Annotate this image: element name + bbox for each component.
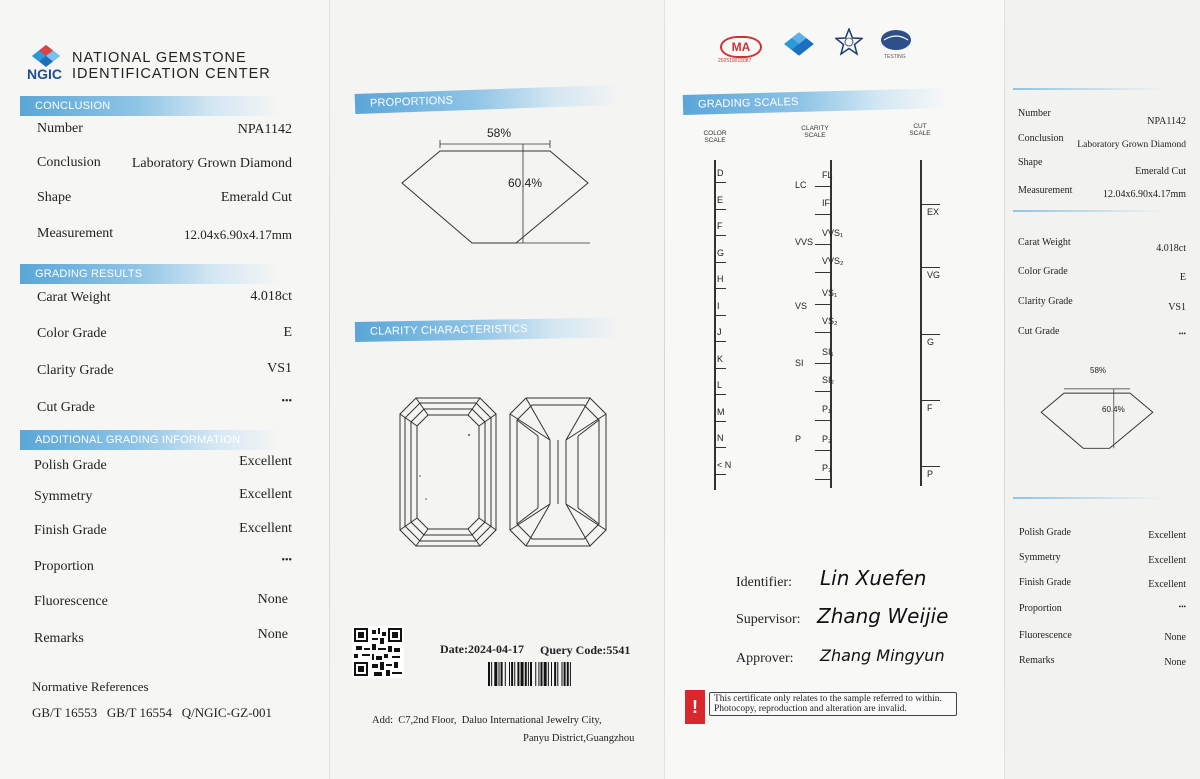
scale-tick [714,182,726,183]
barcode-bar [514,662,515,686]
scale-tick [714,288,726,289]
barcode-bar [509,662,510,686]
barcode-bar [494,662,497,686]
card-carat-label: Carat Weight [1018,237,1071,248]
barcode-bar [505,662,506,686]
card-conclusion-label: Conclusion [1018,133,1064,144]
barcode-bar [525,662,527,686]
color-scale-head: COLOR SCALE [703,130,727,144]
scale-tick [815,363,832,364]
panel-grading-scales [665,0,1005,779]
finish-label: Finish Grade [34,523,107,538]
color-grade-2: F [717,221,723,231]
normative-refs: GB/T 16553 GB/T 16554 Q/NGIC-GZ-001 [32,705,273,720]
cut-value: ••• [281,396,292,407]
barcode-bar [541,662,543,686]
normative-title: Normative References [32,679,149,694]
query-code: Query Code:5541 [540,643,631,657]
brand-abbr: NGIC [27,66,62,82]
card-proportion-diagram [1040,375,1160,455]
identifier-label: Identifier: [736,575,792,590]
color-grade-6: J [717,327,722,337]
scale-tick [714,421,726,422]
clarity-group-3: SI [795,358,804,368]
barcode-bar [548,662,549,686]
symmetry-value: Excellent [239,487,292,502]
clarity-grade-4: VS₁ [822,288,838,298]
polish-value: Excellent [239,454,292,469]
number-label: Number [37,121,83,136]
address-line2: Panyu District,Guangzhou [523,733,635,744]
clarity-grade-7: SI₂ [822,375,834,385]
panel-summary-card [1005,0,1200,779]
barcode-bar [551,662,552,686]
scale-tick [920,466,940,467]
table-percent: 58% [487,126,512,140]
card-carat-value: 4.018ct [1156,243,1186,254]
barcode-bar [501,662,503,686]
shape-label: Shape [37,190,72,205]
card-measurement-value: 12.04x6.90x4.17mm [1102,189,1186,200]
conclusion-label: Conclusion [37,155,101,170]
scale-tick [714,341,726,342]
measurement-label: Measurement [37,226,114,241]
carat-value: 4.018ct [250,289,292,304]
color-grade-10: N [717,433,724,443]
zjq-logo-icon [880,29,912,51]
scale-axis [714,160,716,490]
color-grade-7: K [717,353,724,364]
color-grade-8: L [717,380,723,390]
certificate-date: Date:2024-04-17 [440,642,524,656]
section-grading-scales: GRADING SCALES [683,88,948,115]
barcode-bar [530,662,532,686]
scale-tick [815,450,832,451]
clarity-grade-1: IF [822,198,830,208]
barcode-bar [499,662,500,686]
polish-label: Polish Grade [34,458,107,473]
clarity-scale-head: CLARITY SCALE [801,125,829,139]
clarity-label: Clarity Grade [37,363,114,378]
barcode-bar [488,662,490,686]
barcode-bar [554,662,556,686]
card-shape-label: Shape [1018,157,1043,168]
card-depth-percent: 60.4% [1102,405,1125,414]
card-conclusion-value: Laboratory Grown Diamond [1077,140,1186,150]
color-grade-1: E [717,194,724,205]
card-number-value: NPA1142 [1147,116,1186,127]
proportion-value: ••• [281,555,292,566]
scale-tick [714,368,726,369]
card-measurement-label: Measurement [1018,185,1073,196]
barcode-bar [544,662,547,686]
color-grade-5: I [717,300,720,311]
color-grade-9: M [717,406,725,417]
clarity-grade-5: VS₂ [822,316,838,326]
scale-tick [714,262,726,263]
clarity-grade-10: P₃ [822,463,832,473]
card-cut-label: Cut Grade [1018,326,1060,337]
barcode-icon [488,662,633,686]
supervisor-signature: Zhang Weijie [817,604,949,628]
scale-tick [714,209,726,210]
barcode-bar [564,662,566,686]
barcode-bar [521,662,524,686]
brand-line1: NATIONAL GEMSTONE [72,50,247,66]
divider [1013,88,1163,90]
identifier-signature: Lin Xuefen [820,566,927,590]
scale-tick [815,420,832,421]
barcode-bar [567,662,569,686]
scale-axis [920,160,922,486]
clarity-grade-2: VVS₁ [822,228,844,238]
barcode-bar [491,662,492,686]
color-value: E [283,325,292,340]
proportion-diagram [400,125,600,250]
scale-tick [920,267,940,268]
clarity-value: VS1 [267,361,292,376]
barcode-bar [538,662,539,686]
cut-grade-2: G [927,337,935,347]
cut-grade-4: P [927,469,934,479]
card-clarity-value: VS1 [1168,302,1186,313]
qr-code-icon[interactable] [352,626,404,678]
warning-icon: ! [685,690,705,724]
scale-tick [815,479,832,480]
cut-grade-0: EX [927,207,940,217]
cut-label: Cut Grade [37,400,95,415]
section-proportions: PROPORTIONS [355,85,621,114]
scale-tick [920,204,940,205]
remarks-label: Remarks [34,631,84,646]
cut-grade-3: F [927,403,933,413]
barcode-bar [517,662,519,686]
shape-value: Emerald Cut [220,190,292,205]
clarity-group-1: VVS [795,237,814,247]
card-clarity-label: Clarity Grade [1018,296,1073,307]
approver-signature: Zhang Mingyun [820,646,945,665]
section-grading-results: GRADING RESULTS [20,264,280,284]
panel-conclusion [0,0,330,779]
ngic-logo-icon [30,44,62,68]
cut-grade-1: VG [927,270,941,280]
card-symmetry-label: Symmetry [1019,552,1061,563]
address-line1: Add: C7,2nd Floor, Daluo International Jewelry City, [372,715,602,726]
divider [1013,497,1163,499]
card-fluorescence-value: None [1164,632,1186,643]
card-color-value: E [1179,272,1186,283]
section-additional: ADDITIONAL GRADING INFORMATION [20,430,280,450]
color-grade-0: D [717,168,724,178]
section-clarity-characteristics: CLARITY CHARACTERISTICS [355,317,620,342]
supervisor-label: Supervisor: [736,612,801,627]
cnas-logo-icon [782,30,816,58]
scale-tick [714,394,726,395]
card-shape-value: Emerald Cut [1135,166,1186,177]
depth-percent: 60.4% [508,176,543,190]
clarity-group-2: VS [795,301,808,311]
color-grade-11: < N [717,459,732,470]
proportion-label: Proportion [34,559,94,574]
clarity-grade-9: P₂ [822,434,832,444]
card-table-percent: 58% [1090,366,1107,375]
scale-tick [920,334,940,335]
scale-tick [714,315,726,316]
clarity-group-4: P [795,434,802,444]
color-label: Color Grade [37,326,107,341]
approver-label: Approver: [736,651,794,666]
clarity-grade-3: VVS₂ [822,256,844,266]
scale-tick [815,214,832,215]
barcode-bar [562,662,563,686]
clarity-group-0: LC [795,180,807,190]
scale-tick [815,391,832,392]
clarity-grade-0: FL [822,170,833,180]
measurement-value: 12.04x6.90x4.17mm [184,227,292,242]
scale-tick [714,474,726,475]
brand-line2: IDENTIFICATION CENTER [72,66,271,82]
scale-tick [714,235,726,236]
color-grade-3: G [717,247,725,258]
fluorescence-label: Fluorescence [34,594,108,609]
symmetry-label: Symmetry [34,489,93,504]
ma-logo-icon: MA [720,36,762,58]
scale-tick [815,244,832,245]
card-symmetry-value: Excellent [1148,555,1186,566]
color-grade-4: H [717,274,724,284]
card-number-label: Number [1018,108,1051,119]
card-proportion-label: Proportion [1019,603,1062,614]
barcode-bar [535,662,536,686]
card-finish-value: Excellent [1148,579,1186,590]
certificate-notice: This certificate only relates to the sample referred to within. Photocopy, reproduction and alteration are invalid. [709,692,957,716]
fluorescence-value: None [257,592,288,607]
scale-tick [815,186,832,187]
barcode-bar [528,662,529,686]
fja-star-icon [835,28,863,58]
conclusion-value: Laboratory Grown Diamond [131,156,292,171]
remarks-value: None [257,627,288,642]
ma-code: 202519015087 [718,58,752,64]
card-color-label: Color Grade [1018,266,1068,277]
clarity-grade-8: P₁ [822,404,832,414]
scale-tick [920,400,940,401]
card-remarks-label: Remarks [1019,655,1055,666]
number-value: NPA1142 [237,122,292,137]
card-remarks-value: None [1164,657,1186,668]
scale-tick [815,332,832,333]
carat-label: Carat Weight [37,290,111,305]
barcode-bar [511,662,513,686]
card-fluorescence-label: Fluorescence [1019,630,1072,641]
cut-scale-head: CUT SCALE [909,123,931,137]
clarity-plot-crown [398,396,498,548]
card-cut-value: ••• [1178,330,1186,338]
finish-value: Excellent [239,521,292,536]
divider [1013,210,1163,212]
barcode-bar [557,662,558,686]
section-conclusion: CONCLUSION [20,96,280,116]
card-polish-label: Polish Grade [1019,527,1071,538]
scale-tick [815,272,832,273]
clarity-grade-6: SI₁ [822,347,834,357]
barcode-bar [570,662,571,686]
card-proportion-value: ••• [1178,603,1186,611]
card-polish-value: Excellent [1148,530,1186,541]
testing-label: TESTING [884,54,906,60]
panel-proportions [330,0,665,779]
card-finish-label: Finish Grade [1019,577,1071,588]
clarity-plot-pavilion [508,396,608,548]
scale-tick [714,447,726,448]
scale-tick [815,304,832,305]
